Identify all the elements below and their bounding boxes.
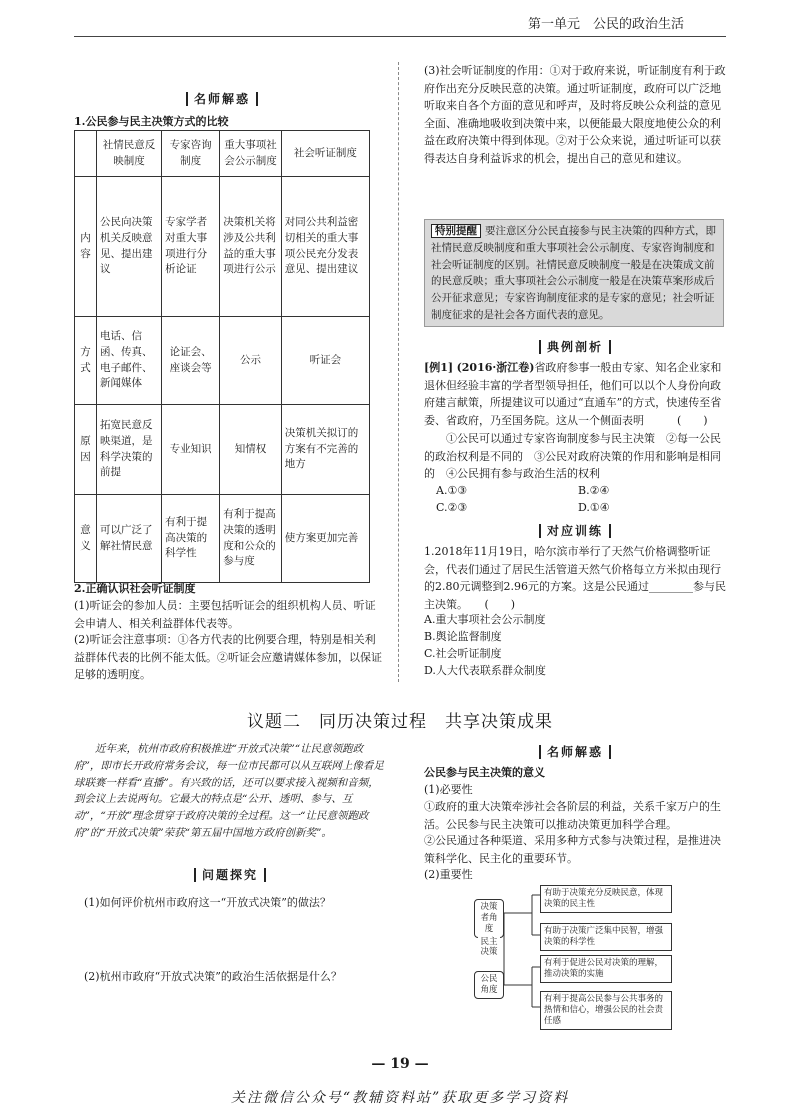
- importance-box: 有助于决策广泛集中民智，增强决策的科学性: [540, 923, 672, 951]
- importance-diagram: [466, 885, 726, 1025]
- section-2-title: 2.正确认识社会听证制度: [74, 582, 196, 595]
- row-label: 方式: [75, 317, 97, 405]
- table-cell: 专家学者对重大事项进行分析论证: [162, 177, 220, 317]
- table-cell: 知情权: [220, 405, 282, 495]
- choice: C.②③: [436, 501, 468, 514]
- importance-box: 有助于决策充分反映民意，体现决策的民主性: [540, 885, 672, 913]
- importance-box: 有利于提高公民参与公共事务的热情和信心，增强公民的社会责任感: [540, 991, 672, 1030]
- table-cell: 论证会、座谈会等: [162, 317, 220, 405]
- meaning-title: 公民参与民主决策的意义: [424, 766, 545, 779]
- table-cell: 公民向决策机关反映意见、提出建议: [97, 177, 162, 317]
- topic-2-title: 议题二 同历决策过程 共享决策成果: [247, 712, 553, 732]
- center-label: 民主决策: [478, 937, 500, 957]
- paragraph: (2)听证会注意事项：①各方代表的比例要合理，特别是相关利益群体代表的比例不能太低。②听证会应邀请媒体参加，以保证足够的透明度。: [74, 633, 382, 682]
- importance-box: 有利于促进公民对决策的理解，推动决策的实施: [540, 955, 672, 983]
- unit-title: 第一单元 公民的政治生活: [528, 17, 685, 32]
- row-label: 意义: [75, 495, 97, 583]
- table-row: [75, 317, 370, 405]
- tip-text: 要注意区分公民直接参与民主决策的四种方式，即社情民意反映制度和重大事项社会公示制度、专家咨询制度和社会听证制度的区别。社情民意反映制度一般是在决策成文前的民意反映；重大事项社会公示制度一般是在决策草案形成后公开征求意见；专家咨询制度征求的是专家的意见；社会听证制度征求的是社会各方面代表的意见。: [431, 225, 716, 321]
- example-label: [例1]: [424, 361, 454, 374]
- section-head-inquiry: 问题探究: [74, 866, 386, 885]
- table-header-cell: 重大事项社会公示制度: [220, 131, 282, 177]
- table-cell: 电话、信函、传真、电子邮件、新闻媒体: [97, 317, 162, 405]
- choice: D.①④: [578, 501, 610, 514]
- choice: B.②④: [578, 484, 610, 497]
- section-head-explain-2: 名师解惑: [424, 743, 726, 762]
- decision-maker-box: 决策者角度: [474, 899, 504, 938]
- table-cell: 拓宽民意反映渠道，是科学决策的前提: [97, 405, 162, 495]
- example-question: [424, 359, 726, 429]
- table-header-row: [75, 131, 370, 177]
- example-source: (2016·浙江卷): [456, 361, 535, 374]
- comparison-table: [74, 130, 370, 583]
- table-cell: 有利于提高决策的科学性: [162, 495, 220, 583]
- section-head-training: 对应训练: [424, 522, 726, 541]
- training-question: 1.2018年11月19日，哈尔滨市举行了天然气价格调整听证会，代表们通过了居民生活管道天然气价格每立方米拟由现行的2.80元调整到2.96元的方案。这是公民通过________参与民主决策。 ( ): [424, 545, 726, 611]
- inquiry-question: (1)如何评价杭州市政府这一“开放式决策”的做法？: [84, 896, 331, 909]
- table-row: [75, 405, 370, 495]
- paragraph: (1)听证会的参加人员：主要包括听证会的组织机构人员、听证会申请人、相关利益群体代表等。: [74, 599, 376, 630]
- intro-paragraph: 近年来，杭州市政府积极推进“开放式决策”“让民意领跑政府”，即市长开政府常务会议，每一位市民都可以从互联网上像看足球联赛一样看“直播”。有兴致的话，还可以要求接入视频和音频，到会议上去说两句。它最大的特点是“公开、透明、参与、互动”，“开放”理念贯穿于政府决策的全过程。这一“让民意领跑政府”的“开放式决策”荣获“第五届中国地方政府创新奖”。: [74, 743, 384, 839]
- table-cell: 专业知识: [162, 405, 220, 495]
- table-header-cell: [75, 131, 97, 177]
- choice: A.①③: [436, 484, 468, 497]
- importance-label: (2)重要性: [424, 868, 473, 881]
- table-row: [75, 177, 370, 317]
- table-row: [75, 495, 370, 583]
- table-header-cell: 社情民意反映制度: [97, 131, 162, 177]
- necessity-label: (1)必要性: [424, 783, 473, 796]
- table-cell: 有利于提高决策的透明度和公众的参与度: [220, 495, 282, 583]
- table-cell: 使方案更加完善: [281, 495, 369, 583]
- table-cell: 听证会: [281, 317, 369, 405]
- table-cell: 决策机关拟订的方案有不完善的地方: [281, 405, 369, 495]
- row-label: 内容: [75, 177, 97, 317]
- table-cell: 可以广泛了解社情民意: [97, 495, 162, 583]
- footer-note: 关注微信公众号“教辅资料站”获取更多学习资料: [230, 1090, 570, 1106]
- example-options: ①公民可以通过专家咨询制度参与民主决策 ②每一公民的政治权利是不同的 ③公民对政府决策的作用和影响是相同的 ④公民拥有参与政治生活的权利: [424, 432, 721, 481]
- paragraph: ①政府的重大决策牵涉社会各阶层的利益，关系千家万户的生活。公民参与民主决策可以推动决策更加科学合理。: [424, 800, 721, 831]
- paragraph: ②公民通过各种渠道、采用多种方式参与决策过程，是推进决策科学化、民主化的重要环节。: [424, 834, 721, 865]
- table-cell: 对同公共利益密切相关的重大事项公民充分发表意见、提出建议: [281, 177, 369, 317]
- citizen-box: 公民角度: [474, 971, 504, 999]
- inquiry-question: (2)杭州市政府“开放式决策”的政治生活依据是什么？: [84, 970, 342, 983]
- tip-box: [424, 219, 724, 327]
- choice: C.社会听证制度: [424, 647, 502, 660]
- table-cell: 决策机关将涉及公共利益的重大事项进行公示: [220, 177, 282, 317]
- choice: B.舆论监督制度: [424, 630, 502, 643]
- example-text: 省政府参事一般由专家、知名企业家和退休但经验丰富的学者型领导担任，他们可以以个人身份向政府建言献策，所提建议可以通过“直通车”的方式，快速传至省委、省政府，乃至国务院。这从一个侧面表明 ( ): [424, 361, 722, 427]
- section-head-explain: 名师解惑: [74, 90, 370, 109]
- choice: A.重大事项社会公示制度: [424, 613, 546, 626]
- tip-tag: 特别提醒: [431, 224, 481, 238]
- table-header-cell: 专家咨询制度: [162, 131, 220, 177]
- table-cell: 公示: [220, 317, 282, 405]
- section-1-title: 1.公民参与民主决策方式的比较: [74, 115, 229, 128]
- column-divider: [398, 62, 399, 682]
- header-rule: [74, 36, 726, 37]
- page-number: — 19 —: [371, 1056, 429, 1072]
- table-header-cell: 社会听证制度: [281, 131, 369, 177]
- paragraph: (3)社会听证制度的作用：①对于政府来说，听证制度有利于政府作出充分反映民意的决策。通过听证制度，政府可以广泛地听取来自各个方面的意见和呼声，及时将反映公众利益的意见全面、准确地吸收到决策中来，以便能最大限度地使公众的利益在政府决策中得到体现。②对于公众来说，通过听证可以获得表达自身利益诉求的机会，提出自己的意见和建议。: [424, 64, 726, 165]
- row-label: 原因: [75, 405, 97, 495]
- section-head-example: 典例剖析: [424, 338, 726, 357]
- choice: D.人大代表联系群众制度: [424, 664, 546, 677]
